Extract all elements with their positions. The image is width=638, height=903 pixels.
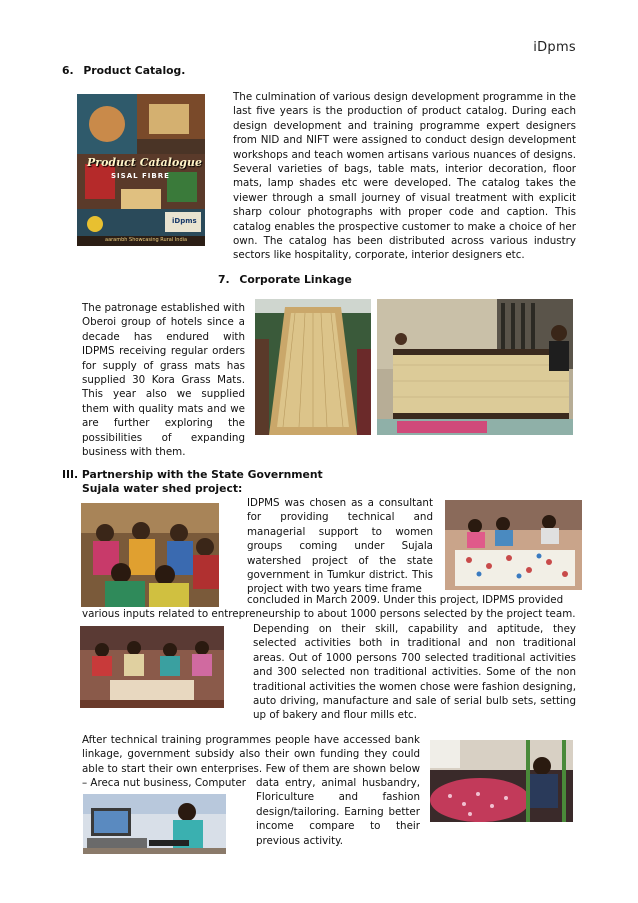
header-brand: iDpms: [533, 40, 576, 55]
floriculture-photo: [430, 740, 573, 822]
sujala-paragraph-1-full-line: various inputs related to entrepreneurship to about 1000 persons selected by the project team.: [82, 608, 576, 620]
section-7-number: 7.: [218, 273, 230, 286]
catalog-cover-brand: iDpms: [172, 217, 197, 225]
section-7-title: Corporate Linkage: [239, 273, 352, 286]
women-group-meeting-photo-2: [80, 626, 224, 708]
computer-data-entry-photo: [83, 794, 226, 854]
section-3-subheading: Sujala water shed project:: [82, 482, 243, 495]
women-design-workshop-photo: [445, 500, 582, 590]
sujala-paragraph-2: Depending on their skill, capability and aptitude, they selected activities both in traditional and non traditional areas. Out of 1000 persons 700 selected traditional activities and 300 selected non traditional activities. Some of the non traditional activities the women chose were fashion designing, auto driving, manufacture and sale of serial bulb sets, setting up of bakery and flour mills etc.: [253, 623, 576, 722]
women-group-meeting-photo-1: [81, 503, 219, 607]
section-3-heading: III. Partnership with the State Government: [62, 468, 323, 481]
section-6-heading: [62, 64, 185, 77]
grass-mat-photo-1: [255, 299, 371, 435]
catalog-cover-subtitle: SISAL FIBRE: [111, 172, 170, 180]
section-6-title: Product Catalog.: [83, 64, 186, 77]
sujala-paragraph-1-continued: concluded in March 2009. Under this project, IDPMS provided: [247, 594, 564, 606]
grass-mat-photo-2: [377, 299, 573, 435]
entrepreneurs-paragraph-continued: data entry, animal husbandry, Floriculture and fashion design/tailoring. Earning better income compare to their previous activity.: [256, 777, 420, 847]
section-7-heading: [218, 273, 352, 286]
sujala-paragraph-1: IDPMS was chosen as a consultant for providing technical and managerial support to women groups coming under Sujala watershed project of the state government in Tumkur district. This project with two years time frame: [247, 497, 433, 596]
product-catalog-cover-image: [77, 94, 205, 246]
entrepreneurs-paragraph: After technical training programmes people have accessed bank linkage, government subsidy also their own funding they could able to start their own enterprises. Few of them are shown below – Areca nut business, Computer: [82, 734, 420, 790]
section-7-body: The patronage established with Oberoi group of hotels since a decade has endured with IDPMS receiving regular orders for supply of grass mats has supplied 30 Kora Grass Mats. This year also we supplied them with quality mats and we are further exploring the possibilities of expanding business with them.: [82, 302, 245, 459]
catalog-cover-footer: aarambh Showcasing Rural India: [105, 237, 188, 243]
section-6-number: 6.: [62, 64, 74, 77]
section-6-body: The culmination of various design development programme in the last five years is the production of product catalog. During each design development and training programme expert designers from NID and NIFT were assigned to conduct design development workshops and teach women artisans various nuances of designs. Several varieties of bags, table mats, interior decoration, floor mats, lamp shades etc were developed. The catalog takes the viewer through a small journey of visual treatment with explicit sharp colour photographs with proper code and caption. This catalog enables the prospective customer to make a choice of her own. The catalog has been distributed across various industry sectors like hospitality, corporate, interior designers etc.: [233, 91, 576, 262]
catalog-cover-title: Product Catalogue: [87, 156, 202, 169]
